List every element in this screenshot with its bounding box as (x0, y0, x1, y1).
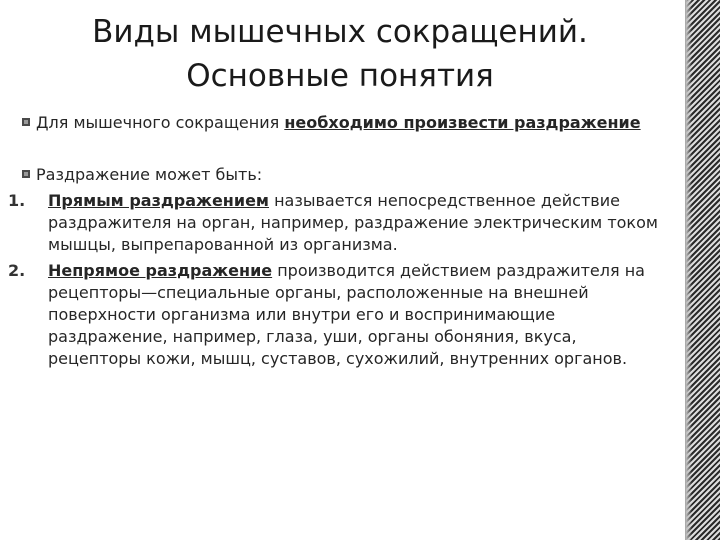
bullet-item-2 (0, 164, 660, 186)
slide-title (40, 10, 640, 98)
item-1-text: называется непосредственное действие раздражителя на орган, например, раздражение электрическим током мышцы, выпрепарованной из организма. (48, 191, 658, 254)
numbered-item-1 (0, 190, 660, 256)
bullet-1-text: Для мышечного сокращения (36, 113, 285, 132)
square-bullet-icon (22, 170, 30, 178)
bullet-2-text: Раздражение может быть: (36, 165, 263, 184)
item-number: 2. (8, 261, 26, 280)
item-2-emphasis: Непрямое раздражение (48, 261, 273, 280)
numbered-item-2 (0, 260, 660, 370)
bullet-item-1 (0, 112, 660, 134)
decorative-hatched-strip (685, 0, 720, 540)
bullet-1-emphasis: необходимо произвести раздражение (284, 113, 641, 132)
title-line-1: Виды мышечных сокращений. (92, 14, 588, 50)
square-bullet-icon (22, 118, 30, 126)
title-line-2: Основные понятия (186, 58, 494, 94)
item-number: 1. (8, 191, 26, 210)
item-2-text: производится действием раздражителя на рецепторы—специальные органы, расположенные на внешней поверхности организма или внутри его и воспринимающие раздражение, например, глаза, уши, органы обоняния, вкуса, рецепторы кожи, мышц, суставов, сухожилий, внутренних органов. (48, 261, 645, 368)
item-1-emphasis: Прямым раздражением (48, 191, 269, 210)
slide-content (0, 112, 660, 374)
